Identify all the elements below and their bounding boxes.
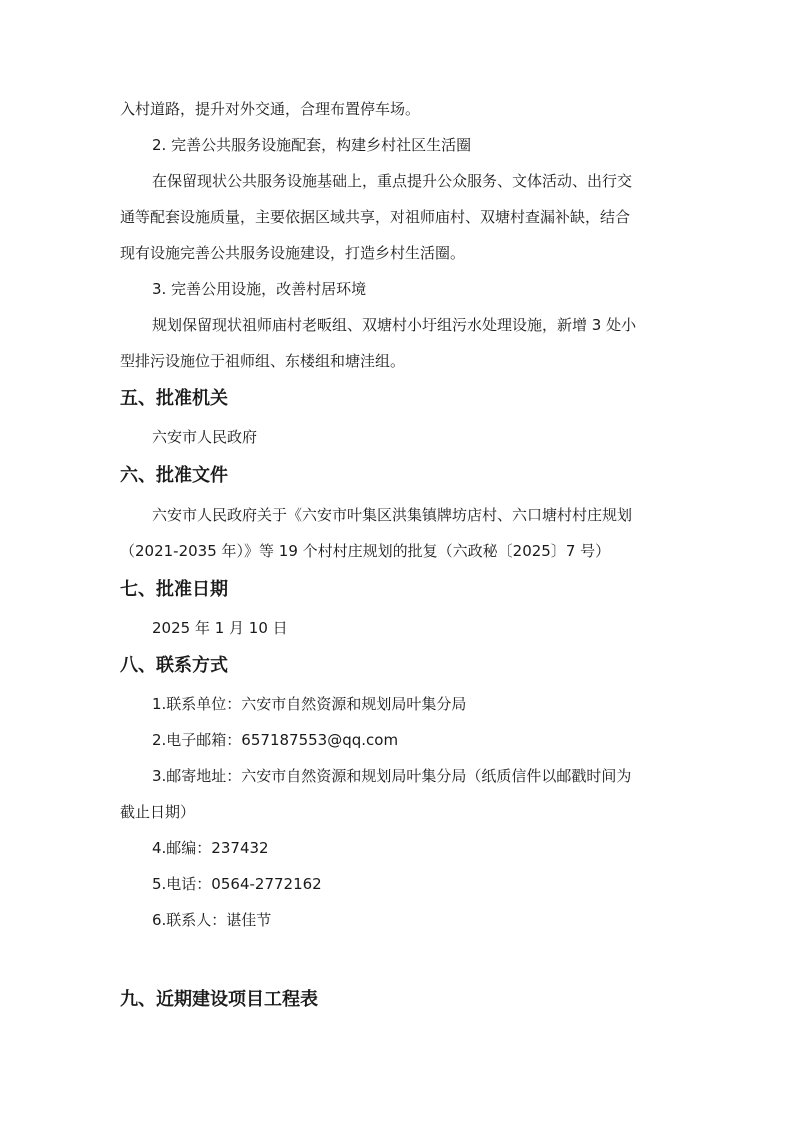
contact-postcode: 4.邮编：237432 bbox=[152, 839, 269, 857]
contact-address-cont: 截止日期） bbox=[120, 803, 196, 821]
section-heading-7: 七、批准日期 bbox=[120, 579, 228, 600]
paragraph-line: 型排污设施位于祖师组、东楼组和塘洼组。 bbox=[120, 352, 406, 370]
subheading-3: 3. 完善公用设施，改善村居环境 bbox=[152, 280, 367, 298]
contact-email: 2.电子邮箱：657187553@qq.com bbox=[152, 731, 399, 749]
paragraph-line: 通等配套设施质量，主要依据区域共享，对祖师庙村、双塘村查漏补缺，结合 bbox=[120, 208, 631, 226]
section-heading-8: 八、联系方式 bbox=[120, 655, 228, 676]
section-heading-9: 九、近期建设项目工程表 bbox=[120, 989, 318, 1010]
contact-unit: 1.联系单位：六安市自然资源和规划局叶集分局 bbox=[152, 695, 467, 713]
subheading-2: 2. 完善公共服务设施配套，构建乡村社区生活圈 bbox=[152, 136, 472, 154]
approval-authority: 六安市人民政府 bbox=[152, 428, 258, 446]
contact-phone: 5.电话：0564-2772162 bbox=[152, 875, 322, 893]
contact-address: 3.邮寄地址：六安市自然资源和规划局叶集分局（纸质信件以邮戳时间为 bbox=[152, 767, 632, 785]
paragraph-line: 规划保留现状祖师庙村老畈组、双塘村小圩组污水处理设施，新增 3 处小 bbox=[152, 316, 637, 334]
approval-document-line: （2021-2035 年）》等 19 个村村庄规划的批复（六政秘〔2025〕7 号） bbox=[120, 542, 611, 560]
contact-person: 6.联系人：谌佳节 bbox=[152, 911, 272, 929]
approval-document-line: 六安市人民政府关于《六安市叶集区洪集镇牌坊店村、六口塘村村庄规划 bbox=[152, 506, 633, 524]
section-heading-6: 六、批准文件 bbox=[120, 465, 228, 486]
approval-date: 2025 年 1 月 10 日 bbox=[152, 619, 288, 637]
section-heading-5: 五、批准机关 bbox=[120, 388, 228, 409]
paragraph-line: 入村道路，提升对外交通，合理布置停车场。 bbox=[120, 100, 421, 118]
paragraph-line: 现有设施完善公共服务设施建设，打造乡村生活圈。 bbox=[120, 244, 466, 262]
paragraph-line: 在保留现状公共服务设施基础上，重点提升公众服务、文体活动、出行交 bbox=[152, 172, 633, 190]
